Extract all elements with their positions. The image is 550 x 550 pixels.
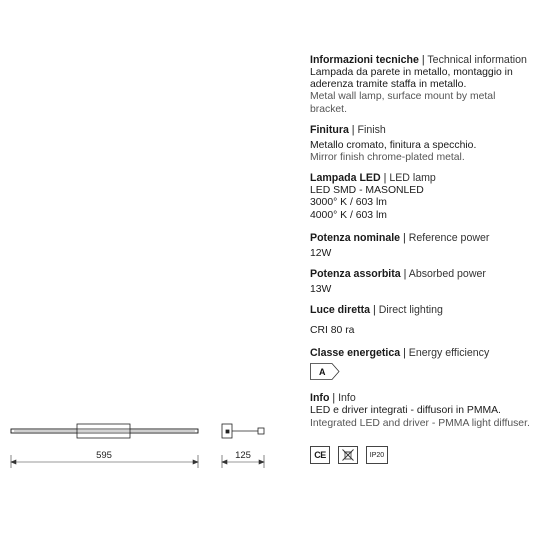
led-line-1: LED SMD - MASONLED xyxy=(310,185,424,197)
energy-class-badge xyxy=(310,363,340,385)
nominal-power-value: 12W xyxy=(310,247,332,259)
weee-bin-icon xyxy=(338,446,358,464)
absorbed-power-heading: Potenza assorbita | Absorbed power xyxy=(310,268,486,281)
led-line-2: 3000° K / 603 lm xyxy=(310,197,387,209)
front-view xyxy=(11,424,198,438)
finish-line-en: Mirror finish chrome-plated metal. xyxy=(310,152,465,164)
finish-line-it: Metallo cromato, finitura a specchio. xyxy=(310,139,477,151)
technical-line-en-2: bracket. xyxy=(310,103,347,115)
depth-label: 125 xyxy=(235,450,251,461)
info-line-en: Integrated LED and driver - PMMA light diffuser. xyxy=(310,417,530,429)
finish-heading: Finitura | Finish xyxy=(310,123,386,136)
direct-light-heading: Luce diretta | Direct lighting xyxy=(310,304,443,317)
technical-line-it-2: aderenza tramite staffa in metallo. xyxy=(310,79,467,91)
spec-sheet xyxy=(310,53,546,430)
technical-line-it-1: Lampada da parete in metallo, montaggio in xyxy=(310,67,513,78)
width-label: 595 xyxy=(96,450,112,461)
info-line-it: LED e driver integrati - diffusori in PMMA. xyxy=(310,405,501,417)
energy-arrow-icon xyxy=(310,363,340,380)
nominal-power-heading: Potenza nominale | Reference power xyxy=(310,231,490,244)
info-heading: Info | Info xyxy=(310,392,356,405)
ce-mark-icon: CE xyxy=(310,446,330,464)
certification-icons xyxy=(310,446,388,464)
side-view xyxy=(222,424,264,438)
led-line-3: 4000° K / 603 lm xyxy=(310,209,387,221)
technical-heading: Informazioni tecniche | Technical information xyxy=(310,54,527,66)
energy-heading: Classe energetica | Energy efficiency xyxy=(310,347,490,360)
led-heading: Lampada LED | LED lamp xyxy=(310,172,436,185)
separator: | xyxy=(421,54,425,66)
cri-value: CRI 80 ra xyxy=(310,325,355,337)
technical-line-en-1: Metal wall lamp, surface mount by metal xyxy=(310,91,496,103)
ip20-rating-icon: IP20 xyxy=(366,446,388,464)
absorbed-power-value: 13W xyxy=(310,284,332,296)
energy-class-label: A xyxy=(319,367,326,378)
